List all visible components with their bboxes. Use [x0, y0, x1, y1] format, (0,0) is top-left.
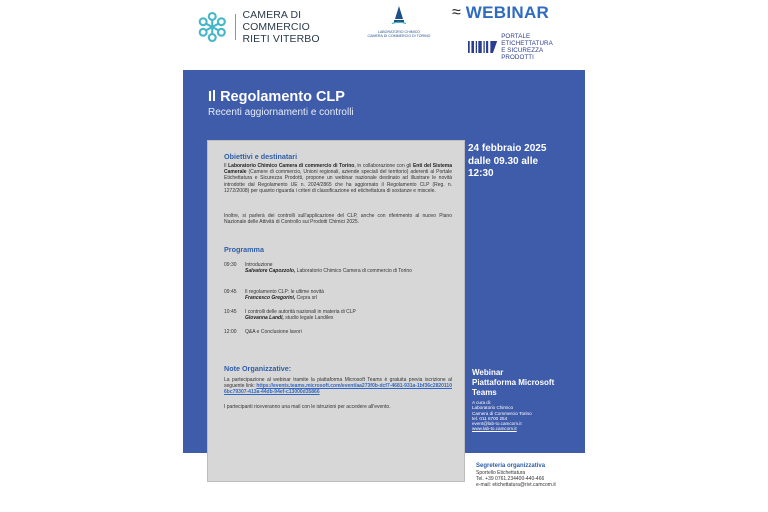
org-line: A cura di: [472, 400, 492, 405]
mole-antonelliana-icon [389, 5, 409, 25]
portale-logo [468, 33, 572, 61]
page-title: Il Regolamento CLP [208, 89, 345, 105]
date-line: 24 febbraio 2025 [468, 143, 547, 154]
objectives-text: , in collaborazione con gli [354, 163, 413, 169]
organizer-info [472, 400, 580, 432]
wave-icon: ≈ [452, 4, 461, 21]
org-email[interactable]: event@lab-to.camcom.it [472, 421, 522, 427]
program-time: 12:00 [224, 329, 237, 335]
camera-logo-line-1: CAMERA DI COMMERCIO [242, 9, 310, 33]
org-line: tel. 011 6700 254 [472, 415, 508, 421]
segreteria-email[interactable]: e-mail: etichettatura@rivt.camcom.it [476, 482, 556, 489]
segreteria-heading: Segreteria organizzativa [476, 463, 546, 469]
objectives-bold-text: Enti del Sistema Camerale [224, 163, 452, 176]
program-speaker: Giovanna Landi, [245, 315, 284, 322]
program-affiliation: studio legale Landilex [283, 315, 334, 322]
notes-paragraph-2: I partecipanti riceveranno una mail con le istruzioni per accedere all'evento. [224, 404, 391, 410]
objectives-paragraph-1 [224, 163, 452, 194]
event-date [468, 143, 580, 181]
segreteria-phone: Tel. +39 0761.234400-440-466 [476, 476, 545, 483]
objectives-heading: Obiettivi e destinatari [224, 152, 298, 161]
segreteria-block [476, 462, 616, 488]
program-item [224, 262, 454, 275]
barcode-icon [468, 38, 497, 56]
program-title: I controlli delle autorità nazionali in materia di CLP [245, 309, 356, 315]
programma-heading: Programma [224, 245, 264, 254]
time-line-end: 12:30 [468, 168, 494, 179]
org-website-link[interactable]: www.lab-to.camcom.it [472, 426, 517, 432]
program-affiliation: Laboratorio Chimico Camera di commercio di Torino [295, 268, 412, 275]
notes-paragraph-1 [224, 377, 452, 396]
portale-line-2: E SICUREZZA PRODOTTI [501, 47, 543, 61]
snowflake-logo-icon [196, 10, 229, 44]
program-time: 09:45 [224, 289, 237, 295]
lab-logo-line-1: LABORATORIO CHIMICO [377, 30, 421, 34]
platform-line: Piattaforma Microsoft [472, 378, 555, 387]
notes-heading: Note Organizzative: [224, 364, 292, 373]
objectives-bold-text: Laboratorio Chimico Camera di commercio di Torino [228, 163, 355, 169]
program-title: Q&A e Conclusione lavori [245, 329, 302, 335]
objectives-text: Il [224, 163, 229, 169]
objectives-text: (Camere di commercio, Unioni regionali, aziende speciali del territorio) aderenti al Portale Etichettatura e Sicurezza Prodotti, propone un webinar nazionale destinato ad illustrare le novità introdotte dal Regolamento UE n. 2024/2865 che ha aggiornato il Regolamento CLP (Reg. n. 1272/2008) per quanto riguarda i criteri di classificazione ed etichettatura di sostanze e miscele. [224, 169, 452, 194]
camera-logo-line-2: RIETI VITERBO [242, 33, 320, 45]
time-line: dalle 09.30 alle [468, 155, 539, 167]
program-time: 10:45 [224, 309, 237, 315]
program-speaker: Salvatore Capozzolo, [245, 268, 296, 275]
camera-commercio-logo [196, 8, 366, 46]
objectives-paragraph-2: Inoltre, si parlerà dei controlli sull'applicazione del CLP, anche con riferimento al nuovo Piano Nazionale delle Attività di Controllo sui Prodotti Chimici 2025. [224, 213, 452, 226]
program-time: 09:30 [224, 262, 237, 268]
org-line: Camera di Commercio Torino [472, 410, 532, 416]
program-title: Introduzione [245, 262, 273, 268]
notes-text: La partecipazione al webinar tramite la piattaforma Microsoft Teams è gratuita previa iscrizione al seguente link: [224, 377, 452, 390]
platform-info [472, 368, 582, 398]
program-affiliation: Cepra srl [295, 295, 317, 302]
registration-link[interactable]: https://events.teams.microsoft.com/event/aa273f0b-dcf7-4681-931a-1bf36c28201106bc79307-413a-44db-94ef-c13000d35866 [224, 383, 452, 396]
lab-logo-line-2: CAMERA DI COMMERCIO DI TORINO [367, 34, 431, 39]
program-item [224, 289, 454, 302]
segreteria-line: Sportello Etichettatura [476, 470, 526, 476]
webinar-label: WEBINAR [465, 3, 550, 22]
page-subtitle: Recenti aggiornamenti e controlli [208, 107, 354, 118]
program-item [224, 309, 454, 322]
platform-line: Webinar [472, 368, 504, 377]
program-speaker: Francesco Gregorini, [245, 295, 296, 302]
org-line: Laboratorio Chimico [472, 405, 514, 411]
program-item [224, 329, 454, 335]
program-title: Il regolamento CLP: le ultime novità [245, 289, 324, 295]
laboratorio-logo [364, 5, 434, 37]
portale-line-1: PORTALE ETICHETTATURA [501, 33, 553, 47]
webinar-header [452, 3, 572, 23]
platform-line: Teams [472, 388, 497, 397]
